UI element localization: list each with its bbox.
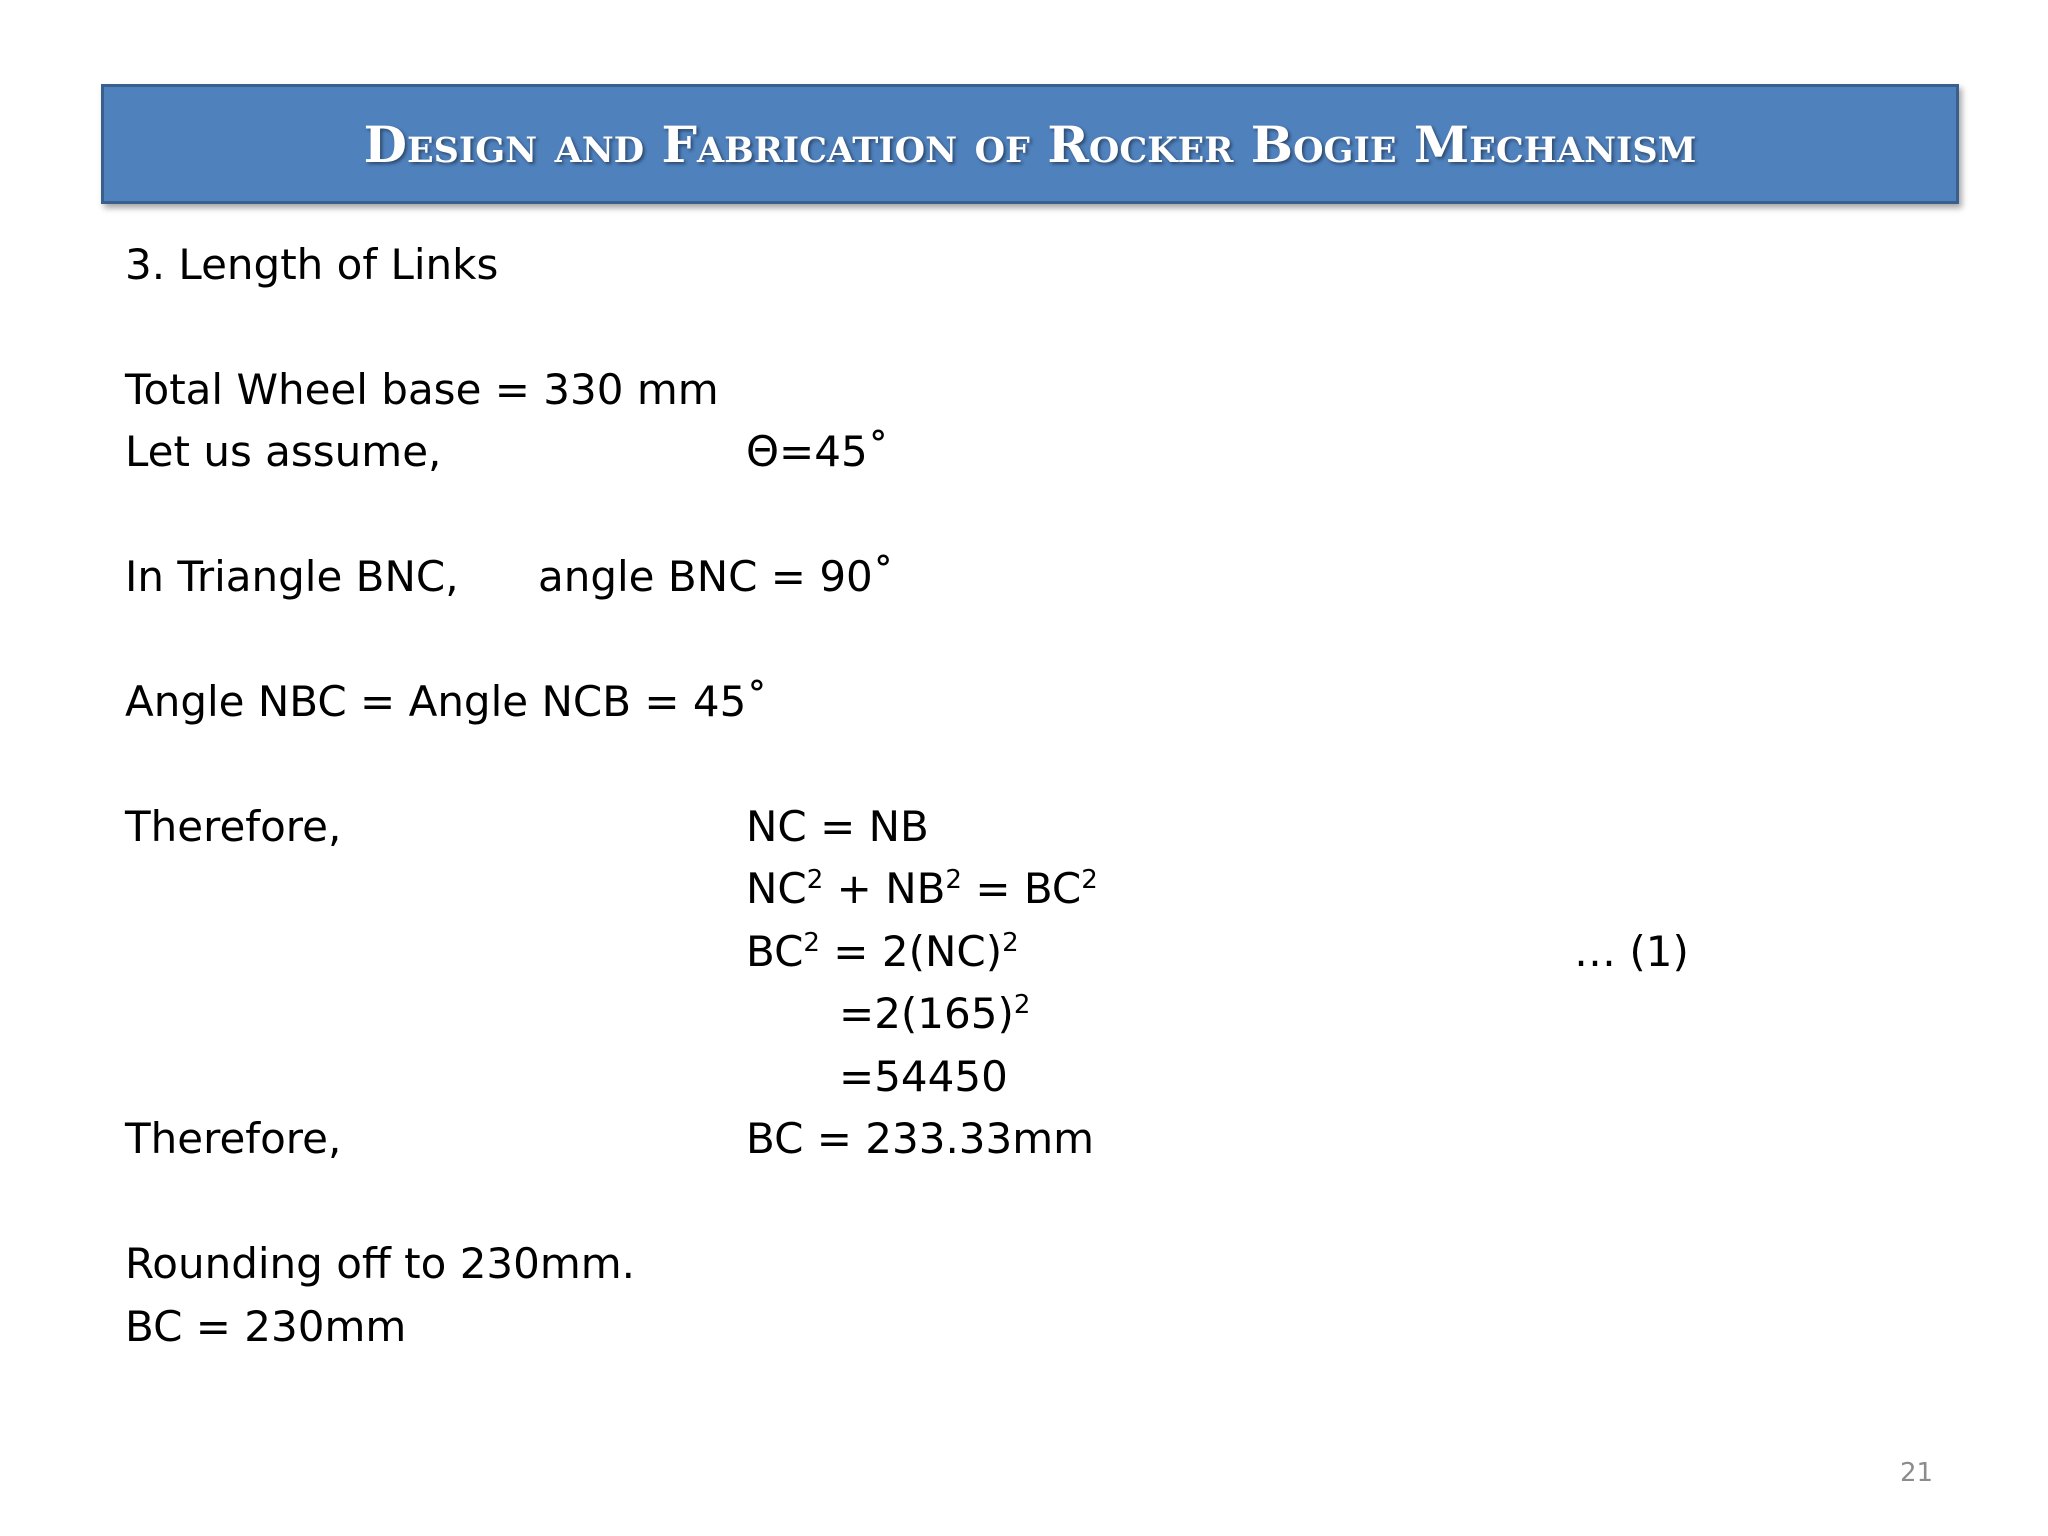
therefore-label-1: Therefore, — [125, 802, 342, 851]
triangle-angle: angle BNC = 90˚ — [538, 552, 894, 601]
eq-exp: 2 — [803, 928, 820, 958]
equation-bc-value: BC = 233.33mm — [746, 1114, 1095, 1163]
slide-number: 21 — [1900, 1458, 1934, 1488]
eq-exp: 2 — [1081, 865, 1098, 895]
eq-sub-text: =2(165) — [839, 989, 1014, 1038]
equation-result: =54450 — [839, 1052, 1008, 1101]
equation-pythagoras — [746, 864, 1098, 913]
eq-bc: BC — [746, 927, 804, 976]
eq-exp: 2 — [1002, 928, 1019, 958]
wheel-base-line: Total Wheel base = 330 mm — [125, 365, 719, 414]
eq-two-nc: = 2(NC) — [819, 927, 1003, 976]
therefore-label-2: Therefore, — [125, 1114, 342, 1163]
eq-plus-nb: + NB — [823, 864, 946, 913]
rounding-line: Rounding off to 230mm. — [125, 1239, 636, 1288]
equation-nc-nb: NC = NB — [746, 802, 929, 851]
assume-value: Θ=45˚ — [746, 427, 889, 476]
equation-reference: … (1) — [1574, 927, 1689, 976]
slide-title-bar — [101, 84, 1959, 204]
eq-equals-bc: = BC — [961, 864, 1082, 913]
eq-exp: 2 — [806, 865, 824, 895]
eq-exp: 2 — [1013, 990, 1031, 1020]
slide-title: Design and Fabrication of Rocker Bogie Mechanism — [363, 114, 1697, 174]
equation-substitution — [839, 989, 1031, 1038]
assume-label: Let us assume, — [125, 427, 442, 476]
eq-nc: NC — [746, 864, 807, 913]
equation-bc-squared — [746, 927, 1019, 976]
triangle-label: In Triangle BNC, — [125, 552, 459, 601]
final-value-line: BC = 230mm — [125, 1302, 407, 1351]
angles-equal-line: Angle NBC = Angle NCB = 45˚ — [125, 677, 768, 726]
section-heading: 3. Length of Links — [125, 240, 499, 289]
eq-exp: 2 — [945, 865, 962, 895]
